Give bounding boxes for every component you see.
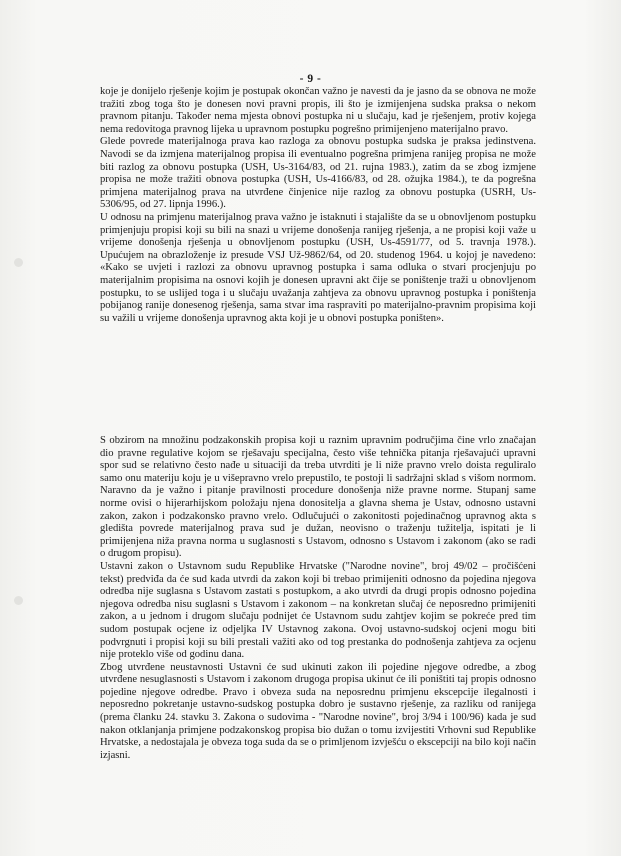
text-section-top — [100, 86, 536, 325]
page-number: - 9 - — [299, 73, 322, 85]
scan-punch-hole-mark — [14, 258, 23, 267]
paragraph: U odnosu na primjenu materijalnog prava važno je istaknuti i stajalište da se u obnovljenom postupku primjenjuju propisi koji su bili na snazi u vrijeme donošenja ranijeg rješenja, a ne propisi koji važe u vrijeme donošenja rješenja u obnovljenom postupku (USH, Us-4591/77, od 5. travnja 1978.). Upućujem na obrazloženje iz presude VSJ Už-9862/64, od 20. studenog 1964. u kojoj je navedeno: «Kako se uvjeti i razlozi za obnovu upravnog postupka i sama odluka o stvari procjenjuju po materijalnim propisima na osnovi kojih je donesen upravni akt čije se poništenje traži u obnovljenom postupku, to se uslijed toga i u slučaju uvažanja zahtjeva za obnovu upravnog postupka i poništenja pobijanog ranije donesenog rješenja, sama stvar ima raspraviti po materijalno-pravnim propisima koji su važili u vrijeme donošenja upravnog akta koji je u obnovi postupka poništen». — [100, 211, 536, 324]
paragraph: koje je donijelo rješenje kojim je postupak okončan važno je navesti da je jasno da se obnova ne može tražiti zbog toga što je donesen novi pravni propis, ili što je izmijenjena sudska praksa o nekom pravnom pitanju. Također nema mjesta obnovi postupka ni u slučaju, kad je rješenjem, protiv kojega nema redovitoga pravnog lijeka u upravnom postupku pogrešno primijenjeno materijalno pravo. — [100, 86, 536, 135]
text-section-bottom — [100, 435, 536, 762]
paragraph: Zbog utvrđene neustavnosti Ustavni će sud ukinuti zakon ili pojedine njegove odredbe, a zbog utvrđene nesuglasnosti s Ustavom i zakonom drugoga propisa ukinut će ili poništiti taj propis odnosno pojedine njegove odredbe. Pravo i obveza suda na neposrednu primjenu ekscepcije ilegalnosti i neposredno pokretanje ustavno-sudskog postupka dobro je sustavno rješenje, za razliku od ranijega (prema članku 24. stavku 3. Zakona o sudovima - "Narodne novine", broj 3/94 i 100/96) kada je sud nakon otklanjanja primjene podzakonskog propisa bio dužan o tomu izvijestiti Vrhovni sud Republike Hrvatske, a nedostajala je obveza toga suda da se o primljenom izvješću o ekscepciji na bilo koji način izjasni. — [100, 661, 536, 761]
paragraph: Glede povrede materijalnoga prava kao razloga za obnovu postupka sudska je praksa jedinstvena. Navodi se da izmjena materijalnog propisa ili eventualno pogrešna primjena ranijeg propisa ne može biti razlog za obnovu postupka (USH, Us-3164/83, od 21. rujna 1983.), zatim da se zbog izmjene propisa ne može tražiti obnova postupka (USH, Us-4166/83, od 28. ožujka 1984.), te da pogrešna primjena materijalnog prava na utvrđene činjenice nije razlog za obnovu postupka (USRH, Us-5306/95, od 27. lipnja 1996.). — [100, 136, 536, 211]
paragraph: Ustavni zakon o Ustavnom sudu Republike Hrvatske ("Narodne novine", broj 49/02 – pročišćeni tekst) predviđa da će sud kada utvrdi da zakon koji bi trebao primijeniti odnosno da pojedina njegova odredba nije suglasna s Ustavom zastati s postupkom, a ako utvrdi da drugi propis odnosno pojedina njegova odredba nisu suglasni s Ustavom i zakonom – na konkretan slučaj će neposredno primijeniti zakon, a u jednom i drugom slučaju podnijet će Ustavnom sudu zahtjev kojim se pokreće pred tim sudom postupak ocjene iz odjeljka IV Ustavnog zakona. Ovoj ustavno-sudskoj ocjeni mogu biti podvrgnuti i propisi koji su bili prestali važiti ako od tog prestanka do podnošenja zahtjeva za ocjenu nije proteklo više od godinu dana. — [100, 560, 536, 661]
paragraph: S obzirom na množinu podzakonskih propisa koji u raznim upravnim područjima čine vrlo značajan dio pravne regulative kojom se rješavaju specijalna, često više tehnička pitanja rješavajući upravni spor sud se relativno često nađe u situaciji da treba utvrditi je li niže pravno vrelo doista reguliralo samo onu materiju koju je u višepravno vrelo prepustilo, te postoji li sadržajni sklad s višom normom. Naravno da je važno i pitanje pravilnosti procedure donošenja niže pravne norme. Stupanj same norme ovisi o hijerarhijskom položaju njena donositelja a glavna shema je Ustav, odnosno ustavni zakon, zakon i podzakonsko pravno vrelo. Odlučujući o zakonitosti pojedinačnog upravnog akta s gledišta povrede materijalnog prava sud je dužan, neovisno o traženju tužitelja, ispitati je li primijenjena niža pravna norma u suglasnosti s Ustavom, odnosno s Ustavom i zakonom (ako se radi o drugom propisu). — [100, 435, 536, 560]
scan-punch-hole-mark — [14, 596, 23, 605]
